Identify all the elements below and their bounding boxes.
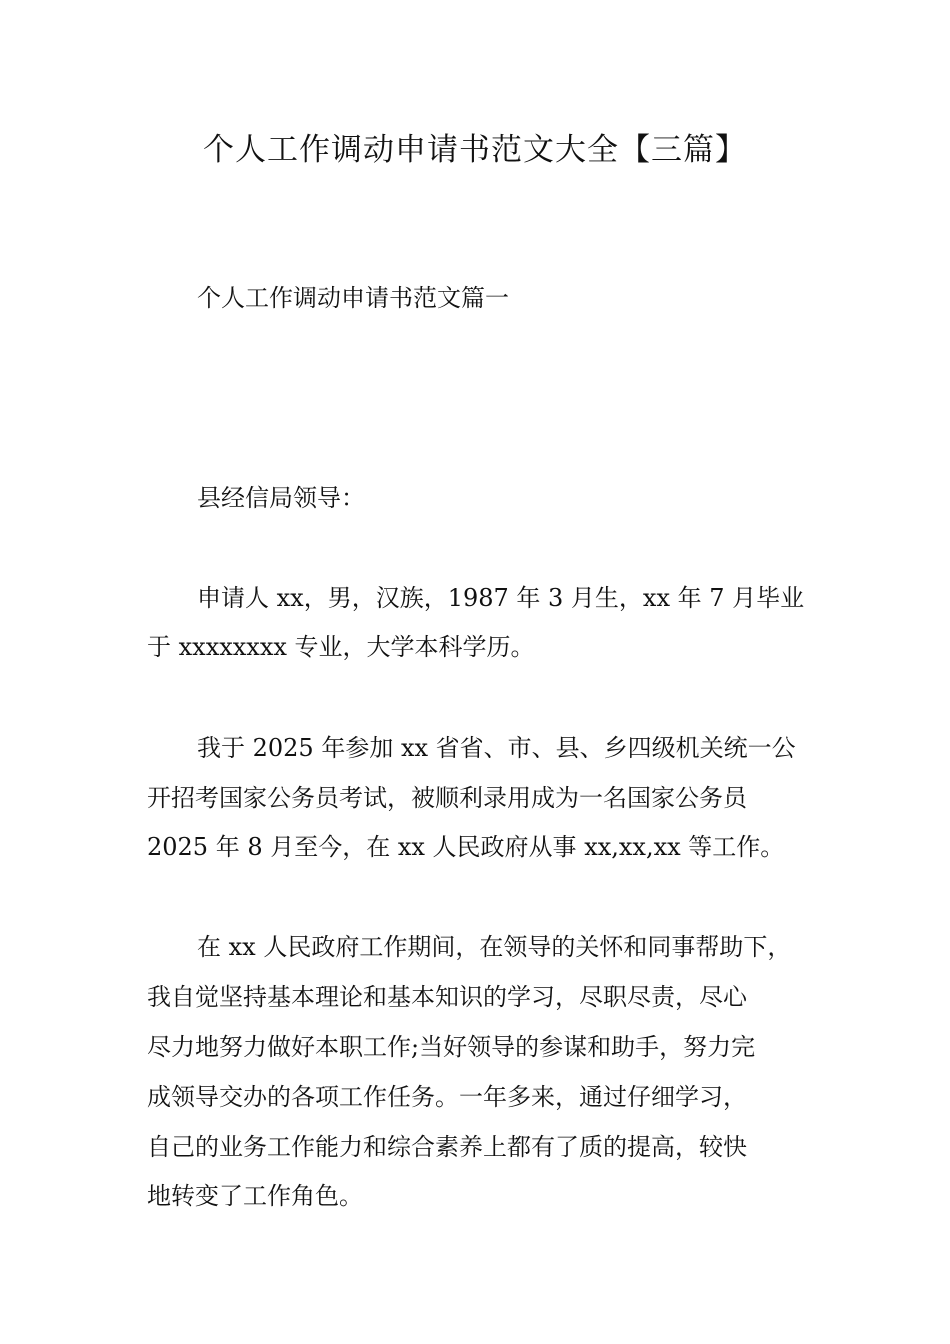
paragraph-line: 在 xx 人民政府工作期间，在领导的关怀和同事帮助下， [197,933,792,961]
paragraph-line: 申请人 xx，男，汉族，1987 年 3 月生，xx 年 7 月毕业 [197,584,805,612]
paragraph-line: 我自觉坚持基本理论和基本知识的学习，尽职尽责，尽心 [147,983,747,1011]
paragraph-line: 于 xxxxxxxx 专业，大学本科学历。 [147,633,535,661]
section-heading: 个人工作调动申请书范文篇一 [197,284,509,312]
paragraph-line: 我于 2025 年参加 xx 省省、市、县、乡四级机关统一公 [197,734,796,762]
salutation: 县经信局领导： [197,484,365,512]
paragraph-line: 开招考国家公务员考试，被顺利录用成为一名国家公务员 [147,784,747,812]
paragraph-line: 尽力地努力做好本职工作;当好领导的参谋和助手，努力完 [147,1033,756,1061]
paragraph-line: 2025 年 8 月至今，在 xx 人民政府从事 xx,xx,xx 等工作。 [147,833,785,861]
paragraph-line: 地转变了工作角色。 [147,1182,363,1210]
paragraph-line: 自己的业务工作能力和综合素养上都有了质的提高，较快 [147,1133,747,1161]
document-title: 个人工作调动申请书范文大全【三篇】 [203,132,747,168]
paragraph-line: 成领导交办的各项工作任务。一年多来，通过仔细学习， [147,1083,747,1111]
